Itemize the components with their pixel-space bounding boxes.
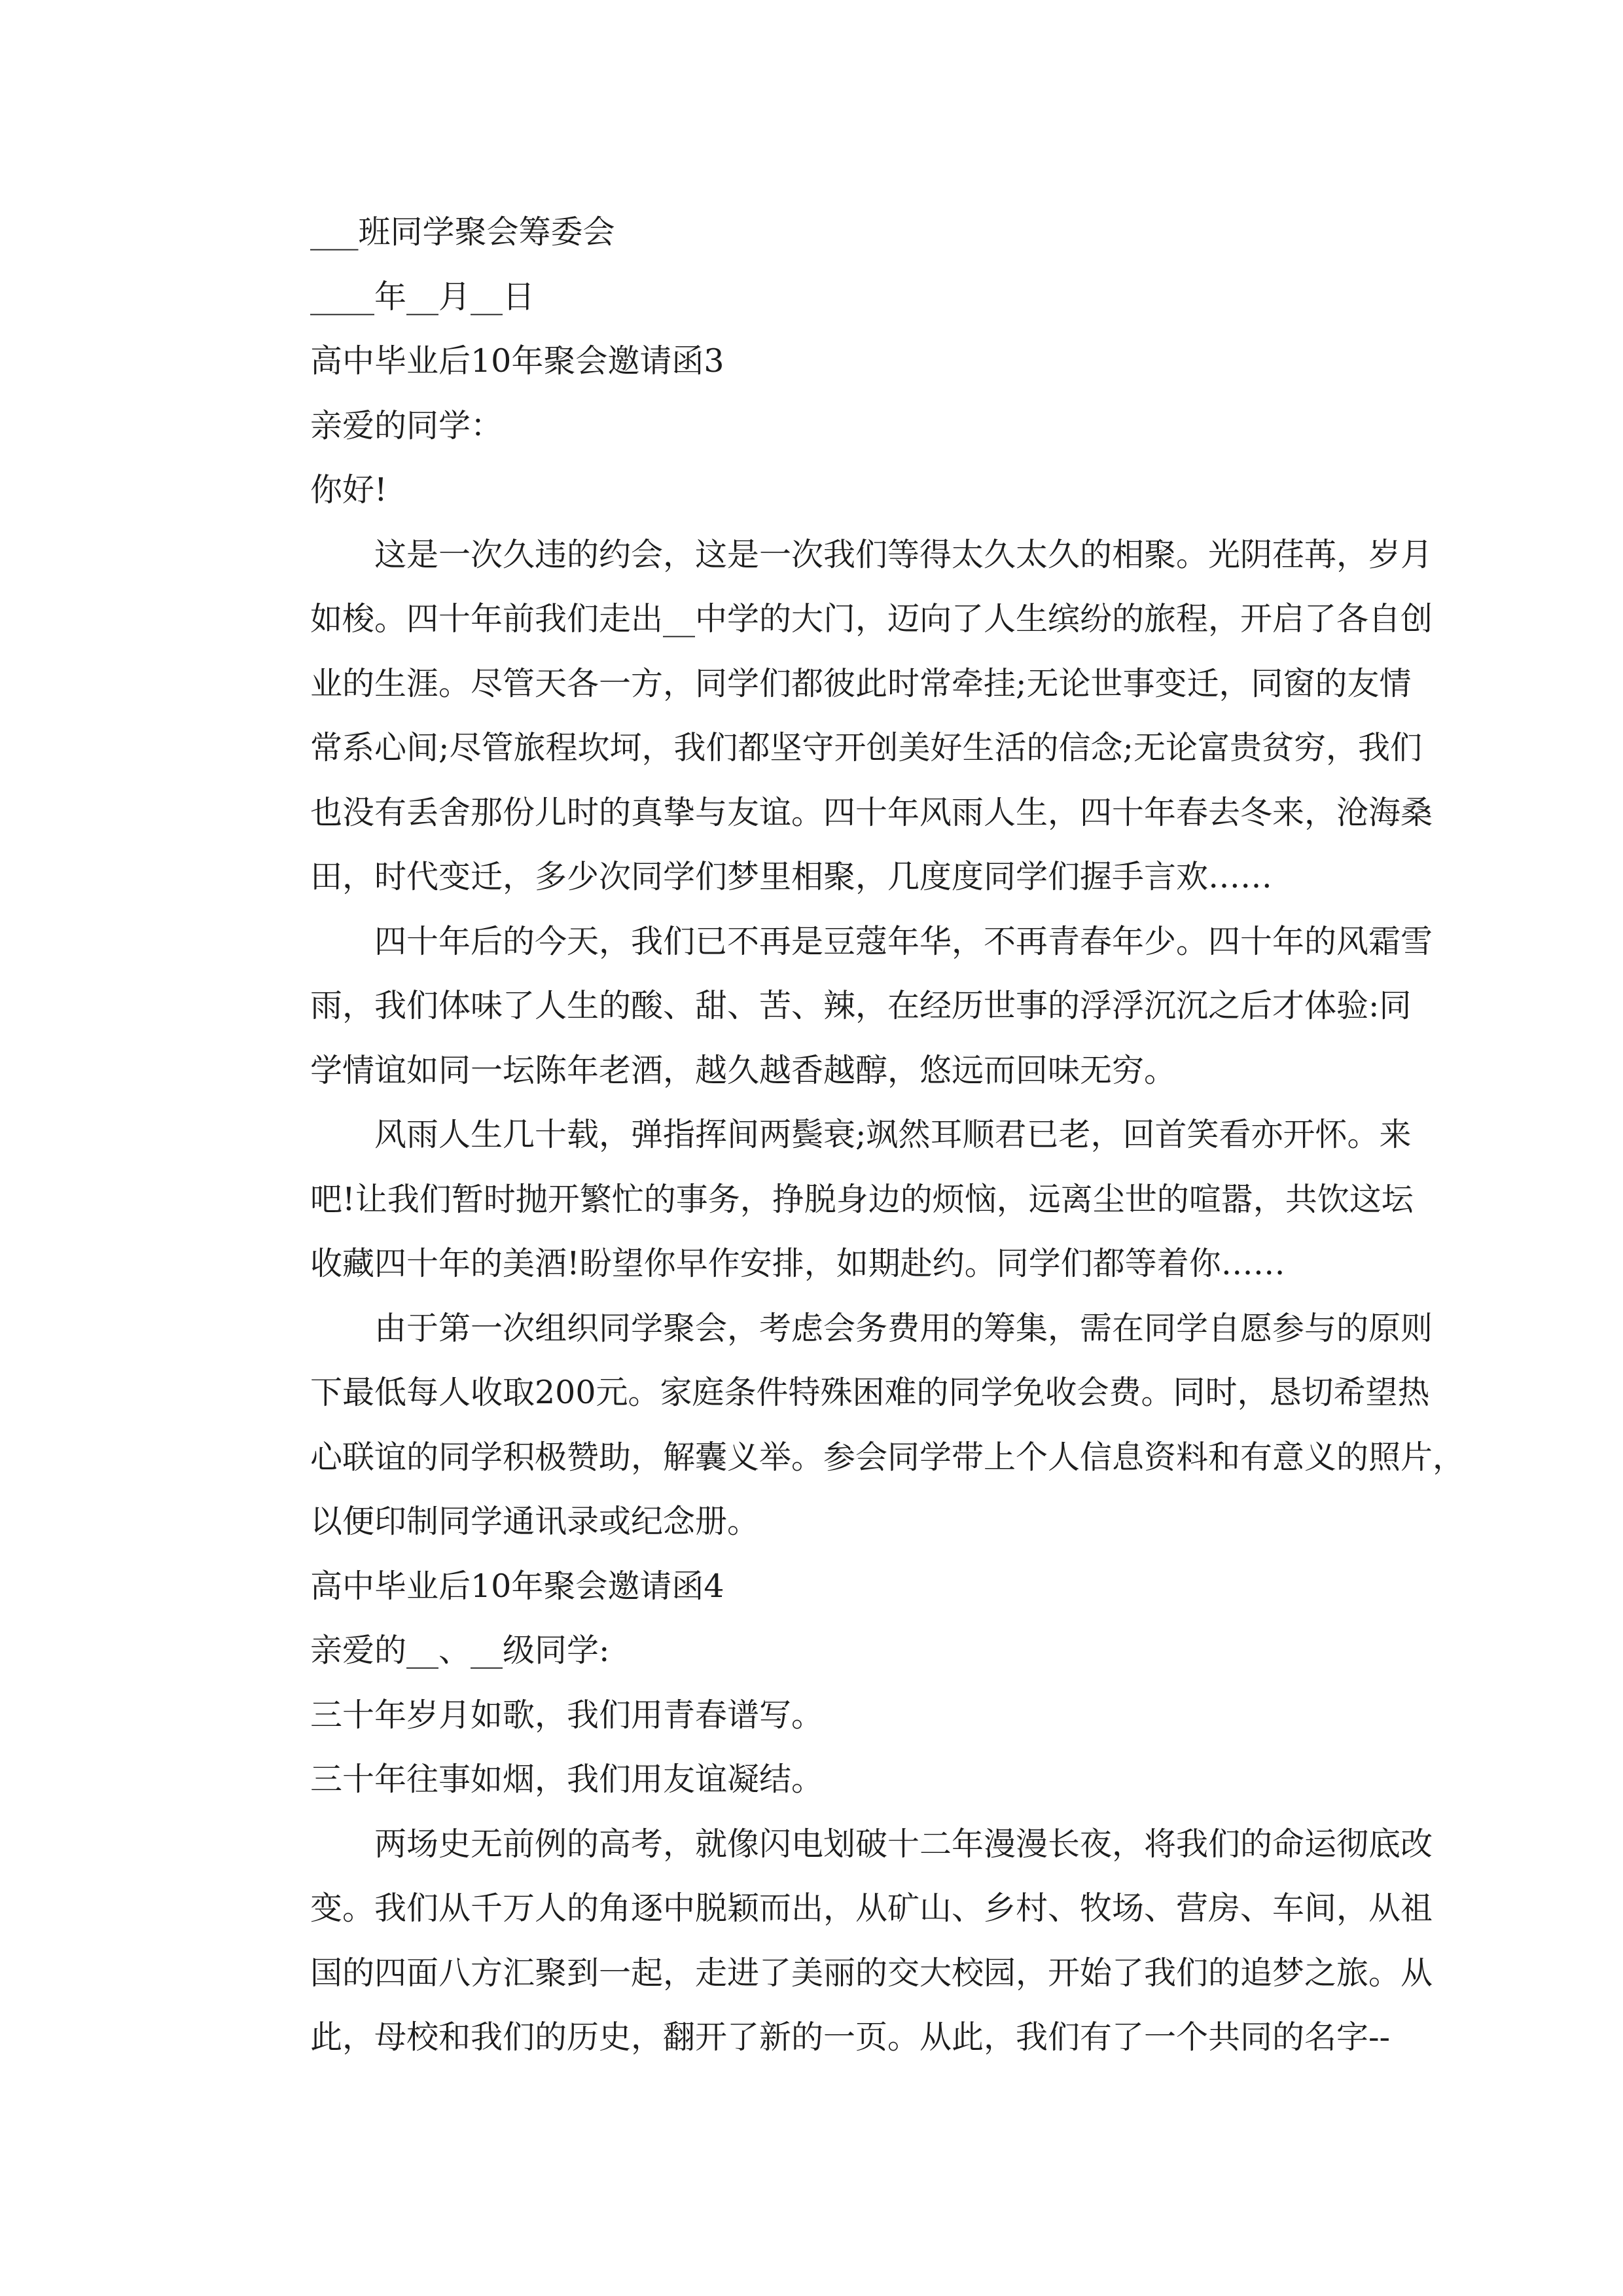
paragraph-line: 这是一次久违的约会，这是一次我们等得太久太久的相聚。光阴荏苒，岁月 [374,535,1433,573]
paragraph-line: 常系心间;尽管旅程坎坷，我们都坚守开创美好生活的信念;无论富贵贫穷，我们 [310,729,1423,766]
section-title-4: 高中毕业后10年聚会邀请函4 [310,1567,724,1605]
paragraph-line: 风雨人生几十载，弹指挥间两鬓衰;飒然耳顺君已老，回首笑看亦开怀。来 [374,1116,1412,1153]
paragraph-line: 学情谊如同一坛陈年老酒，越久越香越醇，悠远而回味无穷。 [310,1051,1177,1089]
paragraph-line: 心联谊的同学积极赞助，解囊义举。参会同学带上个人信息资料和有意义的照片， [310,1438,1465,1476]
paragraph-line: 如梭。四十年前我们走出__中学的大门，迈向了人生缤纷的旅程，开启了各自创 [310,600,1433,637]
paragraph-line: 两场史无前例的高考，就像闪电划破十二年漫漫长夜，将我们的命运彻底改 [374,1825,1433,1863]
paragraph-forty-years [246,910,1433,1103]
paragraph-line: 雨，我们体味了人生的酸、甜、苦、辣，在经历世事的浮浮沉沉之后才体验:同 [310,987,1412,1024]
paragraph-line: 田，时代变迁，多少次同学们梦里相聚，几度度同学们握手言欢…… [310,858,1273,895]
paragraph-fees [246,1297,1465,1554]
paragraph-line: 收藏四十年的美酒!盼望你早作安排，如期赴约。同学们都等着你…… [310,1245,1285,1282]
date-line: ____年__月__日 [310,278,535,315]
paragraph-line: 变。我们从千万人的角逐中脱颖而出，从矿山、乡村、牧场、营房、车间，从祖 [310,1890,1433,1927]
paragraph-exams [246,1812,1433,2070]
salutation-4: 亲爱的__、__级同学: [310,1632,610,1669]
salutation-3: 亲爱的同学： [310,406,503,444]
paragraph-line: 业的生涯。尽管天各一方，同学们都彼此时常牵挂;无论世事变迁，同窗的友情 [310,664,1412,702]
document-body [246,200,1465,2070]
verse-line-2: 三十年往事如烟，我们用友谊凝结。 [310,1761,824,1798]
paragraph-line: 下最低每人收取200元。家庭条件特殊困难的同学免收会费。同时，恳切希望热 [310,1374,1430,1411]
paragraph-line: 吧!让我们暂时抛开繁忙的事务，挣脱身边的烦恼，远离尘世的喧嚣，共饮这坛 [310,1180,1414,1218]
paragraph-line: 以便印制同学通讯录或纪念册。 [310,1503,760,1540]
paragraph-line: 国的四面八方汇聚到一起，走进了美丽的交大校园，开始了我们的追梦之旅。从 [310,1954,1433,1992]
paragraph-line: 也没有丢舍那份儿时的真挚与友谊。四十年风雨人生，四十年春去冬来，沧海桑 [310,793,1433,831]
verse-line-1: 三十年岁月如歌，我们用青春谱写。 [310,1696,824,1734]
paragraph-line: 由于第一次组织同学聚会，考虑会务费用的筹集，需在同学自愿参与的原则 [374,1309,1433,1347]
committee-signature: ___班同学聚会筹委会 [310,213,615,251]
paragraph-line: 四十年后的今天，我们已不再是豆蔻年华，不再青春年少。四十年的风霜雪 [374,922,1433,960]
paragraph-reunion-intro [246,523,1433,910]
paragraph-invitation [246,1103,1414,1297]
greeting-3: 你好! [310,471,387,509]
section-title-3: 高中毕业后10年聚会邀请函3 [310,342,724,380]
paragraph-line: 此，母校和我们的历史，翻开了新的一页。从此，我们有了一个共同的名字-- [310,2018,1391,2056]
